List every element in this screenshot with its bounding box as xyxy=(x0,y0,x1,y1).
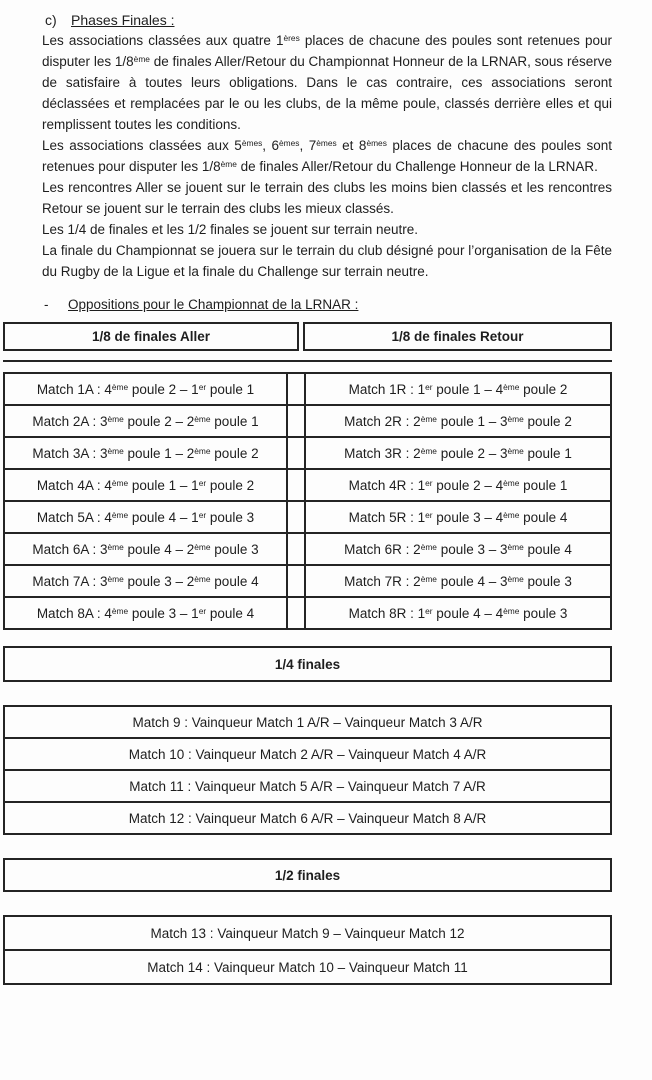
huitiemes-header-row xyxy=(3,322,612,351)
huitiemes-aller-header: 1/8 de finales Aller xyxy=(3,322,299,351)
match-aller-cell: Match 6A : 3ème poule 4 – 2ème poule 3 xyxy=(4,533,287,565)
match-aller-cell: Match 4A : 4ème poule 1 – 1er poule 2 xyxy=(4,469,287,501)
spacer-cell xyxy=(287,597,305,629)
paragraph-qualification-challenge: Les associations classées aux 5èmes, 6èmes, 7èmes et 8èmes places de chacune des poules sont retenues pour disputer les 1/8ème de finales Aller/Retour du Challenge Honneur de la LRNAR. xyxy=(42,138,612,174)
match-aller-cell: Match 8A : 4ème poule 3 – 1er poule 4 xyxy=(4,597,287,629)
section-title: Phases Finales : xyxy=(71,12,175,28)
match-retour-cell: Match 6R : 2ème poule 3 – 3ème poule 4 xyxy=(305,533,611,565)
match-retour-cell: Match 5R : 1er poule 3 – 4ème poule 4 xyxy=(305,501,611,533)
match-retour-cell: Match 7R : 2ème poule 4 – 3ème poule 3 xyxy=(305,565,611,597)
table-row xyxy=(4,706,611,738)
match-cell: Match 13 : Vainqueur Match 9 – Vainqueur Match 12 xyxy=(4,916,611,950)
table-row xyxy=(4,405,611,437)
match-aller-cell: Match 7A : 3ème poule 3 – 2ème poule 4 xyxy=(4,565,287,597)
quarts-table xyxy=(3,705,612,835)
paragraph-terrain-aller-retour: Les rencontres Aller se jouent sur le terrain des clubs les moins bien classés et les rencontres Retour se jouent sur le terrain des clubs les mieux classés. xyxy=(42,180,612,216)
table-row xyxy=(4,373,611,405)
section-heading xyxy=(45,10,612,30)
match-cell: Match 9 : Vainqueur Match 1 A/R – Vainqueur Match 3 A/R xyxy=(4,706,611,738)
table-row xyxy=(4,950,611,984)
match-aller-cell: Match 5A : 4ème poule 4 – 1er poule 3 xyxy=(4,501,287,533)
match-cell: Match 10 : Vainqueur Match 2 A/R – Vainqueur Match 4 A/R xyxy=(4,738,611,770)
match-retour-cell: Match 1R : 1er poule 1 – 4ème poule 2 xyxy=(305,373,611,405)
section-marker: c) xyxy=(45,12,57,28)
table-row xyxy=(4,437,611,469)
spacer-cell xyxy=(287,565,305,597)
bracket-tables xyxy=(3,322,612,985)
paragraph-finale: La finale du Championnat se jouera sur le terrain du club désigné pour l’organisation de la Fête du Rugby de la Ligue et la finale du Challenge sur terrain neutre. xyxy=(42,243,612,279)
huitiemes-retour-header: 1/8 de finales Retour xyxy=(303,322,612,351)
spacer-cell xyxy=(287,501,305,533)
match-retour-cell: Match 4R : 1er poule 2 – 4ème poule 1 xyxy=(305,469,611,501)
table-row xyxy=(4,469,611,501)
table-row xyxy=(4,533,611,565)
match-retour-cell: Match 8R : 1er poule 4 – 4ème poule 3 xyxy=(305,597,611,629)
table-row xyxy=(4,501,611,533)
oppositions-label: Oppositions pour le Championnat de la LRNAR : xyxy=(68,297,359,312)
match-retour-cell: Match 3R : 2ème poule 2 – 3ème poule 1 xyxy=(305,437,611,469)
paragraph-qualification-championnat: Les associations classées aux quatre 1ères places de chacune des poules sont retenues pour disputer les 1/8ème de finales Aller/Retour du Championnat Honneur de la LRNAR, sous réserve de satisfaire à toutes leurs obligations. Dans le cas contraire, ces associations seront déclassées et remplacées par le ou les clubs, de la même poule, classés derrière elles et qui remplissent toutes les conditions. xyxy=(42,33,613,132)
table-row xyxy=(4,738,611,770)
spacer-cell xyxy=(287,373,305,405)
table-row xyxy=(4,565,611,597)
oppositions-dash: - xyxy=(44,297,49,312)
oppositions-heading xyxy=(44,294,612,315)
match-cell: Match 11 : Vainqueur Match 5 A/R – Vainqueur Match 7 A/R xyxy=(4,770,611,802)
spacer-cell xyxy=(287,533,305,565)
divider-line xyxy=(3,360,612,362)
spacer-cell xyxy=(287,437,305,469)
table-row xyxy=(4,802,611,834)
quarts-title-box: 1/4 finales xyxy=(3,646,612,682)
match-aller-cell: Match 2A : 3ème poule 2 – 2ème poule 1 xyxy=(4,405,287,437)
huitiemes-table xyxy=(3,372,612,630)
spacer-cell xyxy=(287,405,305,437)
paragraph-terrain-neutre: Les 1/4 de finales et les 1/2 finales se jouent sur terrain neutre. xyxy=(42,222,418,237)
demis-title-box: 1/2 finales xyxy=(3,858,612,892)
match-cell: Match 12 : Vainqueur Match 6 A/R – Vainqueur Match 8 A/R xyxy=(4,802,611,834)
match-retour-cell: Match 2R : 2ème poule 1 – 3ème poule 2 xyxy=(305,405,611,437)
match-aller-cell: Match 1A : 4ème poule 2 – 1er poule 1 xyxy=(4,373,287,405)
table-row xyxy=(4,597,611,629)
table-row xyxy=(4,916,611,950)
table-row xyxy=(4,770,611,802)
spacer-cell xyxy=(287,469,305,501)
demis-table xyxy=(3,915,612,985)
match-aller-cell: Match 3A : 3ème poule 1 – 2ème poule 2 xyxy=(4,437,287,469)
match-cell: Match 14 : Vainqueur Match 10 – Vainqueur Match 11 xyxy=(4,950,611,984)
